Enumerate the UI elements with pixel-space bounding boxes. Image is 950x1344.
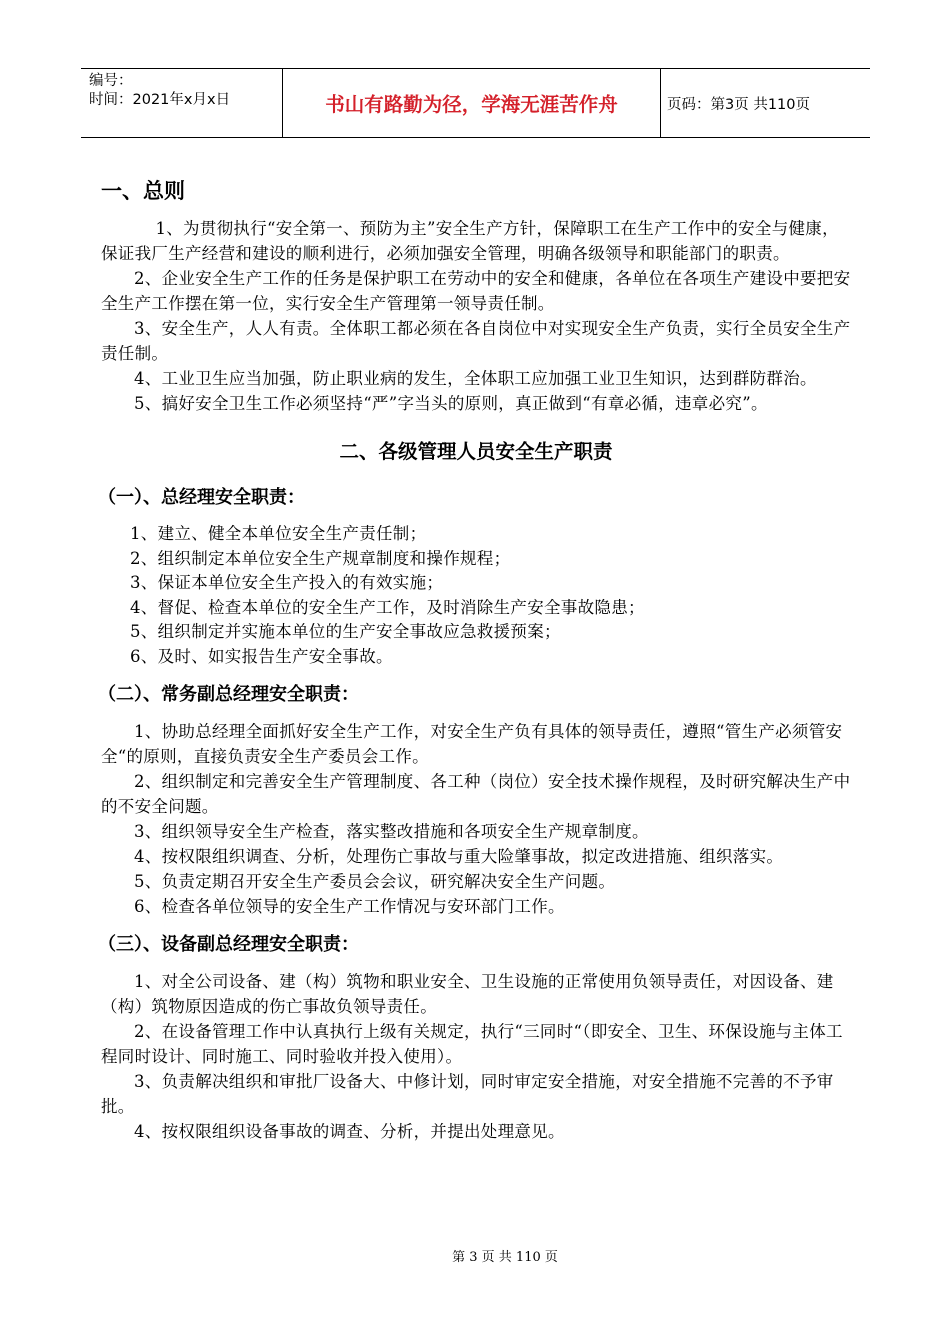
subsection-title: （三）、设备副总经理安全职责：	[98, 934, 359, 955]
paragraph: 1、为贯彻执行“安全第一、预防为主”安全生产方针，保障职工在生产工作中的安全与健康，保证我厂生产经营和建设的顺利进行，必须加强安全管理，明确各级领导和职能部门的职责。	[101, 219, 839, 263]
subsection-title: （二）、常务副总经理安全职责：	[98, 684, 359, 705]
paragraph: 1、协助总经理全面抓好安全生产工作，对安全生产负有具体的领导责任，遵照“管生产必须管安全“的原则，直接负责安全生产委员会工作。	[101, 722, 843, 766]
paragraph: 6、检查各单位领导的安全生产工作情况与安环部门工作。	[134, 897, 565, 916]
list-item: 5、组织制定并实施本单位的生产安全事故应急救援预案；	[130, 622, 561, 641]
number-label: 编号：	[89, 73, 133, 89]
paragraph: 4、工业卫生应当加强，防止职业病的发生，全体职工应加强工业卫生知识，达到群防群治。	[134, 369, 817, 388]
page-header	[81, 68, 870, 138]
page-footer: 第 3 页 共 110 页	[452, 1250, 558, 1265]
section-title: 二、各级管理人员安全生产职责	[339, 440, 613, 463]
paragraph: 2、组织制定和完善安全生产管理制度、各工种（岗位）安全技术操作规程，及时研究解决生产中的不安全问题。	[101, 772, 851, 816]
list-item: 6、及时、如实报告生产安全事故。	[130, 646, 393, 666]
paragraph: 2、企业安全生产工作的任务是保护职工在劳动中的安全和健康，各单位在各项生产建设中要把安全生产工作摆在第一位，实行安全生产管理第一领导责任制。	[101, 269, 851, 313]
list-item: 4、督促、检查本单位的安全生产工作，及时消除生产安全事故隐患；	[130, 597, 645, 617]
paragraph: 4、按权限组织设备事故的调查、分析，并提出处理意见。	[134, 1122, 565, 1141]
paragraph: 5、搞好安全卫生工作必须坚持“严”字当头的原则，真正做到“有章必循，违章必究”。	[134, 394, 768, 413]
list-item: 1、建立、健全本单位安全生产责任制；	[130, 524, 427, 543]
section-title: 一、总则	[101, 179, 185, 203]
header-page-info: 页码：第3页 共110页	[667, 96, 811, 113]
time-label: 时间：2021年x月x日	[89, 92, 231, 108]
header-meta	[81, 69, 282, 137]
paragraph: 1、对全公司设备、建（构）筑物和职业安全、卫生设施的正常使用负领导责任，对因设备、建（构）筑物原因造成的伤亡事故负领导责任。	[101, 972, 834, 1016]
paragraph: 3、负责解决组织和审批厂设备大、中修计划，同时审定安全措施，对安全措施不完善的不予审批。	[101, 1072, 834, 1116]
subsection-title: （一）、总经理安全职责：	[98, 487, 305, 508]
paragraph: 4、按权限组织调查、分析，处理伤亡事故与重大险肇事故，拟定改进措施、组织落实。	[134, 847, 784, 866]
header-motto: 书山有路勤为径，学海无涯苦作舟	[282, 69, 661, 137]
paragraph: 3、安全生产，人人有责。全体职工都必须在各自岗位中对实现安全生产负责，实行全员安全生产责任制。	[101, 319, 851, 363]
list-item: 2、组织制定本单位安全生产规章制度和操作规程；	[130, 548, 511, 568]
list-item: 3、保证本单位安全生产投入的有效实施；	[130, 573, 444, 592]
paragraph: 2、在设备管理工作中认真执行上级有关规定，执行“三同时“（即安全、卫生、环保设施与主体工程同时设计、同时施工、同时验收并投入使用）。	[101, 1022, 843, 1066]
document-body	[98, 176, 851, 1144]
paragraph: 5、负责定期召开安全生产委员会会议，研究解决安全生产问题。	[134, 872, 616, 891]
paragraph: 3、组织领导安全生产检查，落实整改措施和各项安全生产规章制度。	[134, 822, 649, 841]
